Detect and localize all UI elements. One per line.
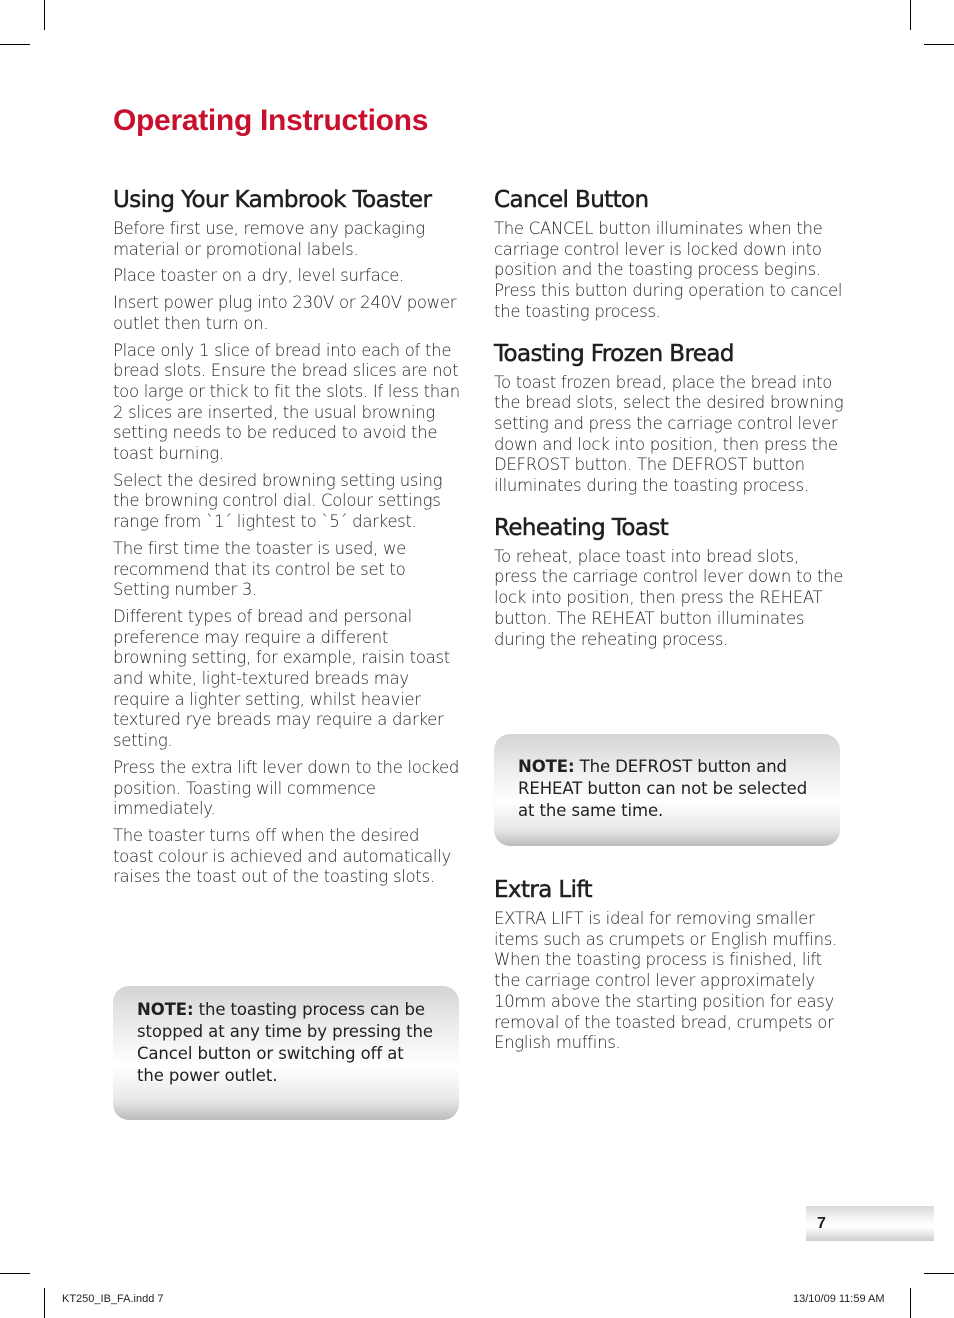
crop-mark — [44, 0, 45, 30]
note-box — [113, 986, 459, 1120]
section-heading: Toasting Frozen Bread — [494, 340, 734, 367]
section-heading: Cancel Button — [494, 187, 649, 213]
paragraph: Insert power plug into 230V or 240V power outlet then turn on. — [113, 293, 457, 333]
paragraph: EXTRA LIFT is ideal for removing smaller items such as crumpets or English muffins. When the toasting process is finished, lift the carriage control lever approximately 10mm above the starting position for easy removal of the toasted bread, crumpets or English muffins. — [494, 909, 838, 1053]
note-label: NOTE: — [137, 1000, 194, 1019]
section-heading: Extra Lift — [494, 877, 592, 903]
crop-mark — [0, 1273, 30, 1274]
crop-mark — [910, 0, 911, 30]
paragraph: The toaster turns off when the desired toast colour is achieved and automatically raises the toast out of the toasting slots. — [113, 825, 451, 887]
paragraph: The CANCEL button illuminates when the carriage control lever is locked down into position and the toasting process begins. Press this button during operation to cancel the toasting process. — [494, 219, 843, 321]
note-text: the toasting process can be stopped at any time by pressing the Cancel button or switching off at the power outlet. — [137, 1000, 433, 1085]
paragraph: Press the extra lift lever down to the locked position. Toasting will commence immediately. — [113, 757, 460, 819]
crop-mark — [0, 44, 30, 45]
paragraph: The first time the toaster is used, we recommend that its control be set to Setting number 3. — [113, 538, 407, 600]
paragraph: Different types of bread and personal preference may require a different browning setting, for example, raisin toast and white, light-textured breads may require a lighter setting, whilst heavier textured rye breads may require a darker setting. — [113, 606, 450, 751]
paragraph: Before first use, remove any packaging material or promotional labels. — [113, 219, 425, 259]
page-number: 7 — [806, 1206, 934, 1241]
reheating-section — [494, 512, 844, 651]
crop-mark — [44, 1288, 45, 1318]
note-label: NOTE: — [518, 757, 575, 776]
section-heading: Reheating Toast — [494, 514, 669, 541]
cancel-button-section — [494, 184, 844, 323]
section-heading: Using Your Kambrook Toaster — [113, 187, 432, 213]
left-column — [113, 184, 463, 894]
paragraph: Select the desired browning setting using the browning control dial. Colour settings range from `1´ lightest to `5´ darkest. — [113, 470, 443, 532]
paragraph: To reheat, place toast into bread slots, press the carriage control lever down to the lock into position, then press the REHEAT button. The REHEAT button illuminates during the reheating process. — [494, 546, 844, 649]
page-title: Operating Instructions — [113, 104, 429, 137]
crop-mark — [924, 44, 954, 45]
slug-timestamp: 13/10/09 11:59 AM — [793, 1293, 885, 1305]
paragraph: To toast frozen bread, place the bread into the bread slots, select the desired browning setting and press the carriage control lever down and lock into position, then press the DEFROST button. The DEFROST button illuminates during the toasting process. — [494, 372, 844, 496]
note-text: The DEFROST button and REHEAT button can not be selected at the same time. — [518, 757, 808, 820]
slug-file: KT250_IB_FA.indd 7 — [62, 1293, 164, 1305]
frozen-bread-section — [494, 338, 844, 497]
paragraph: Place only 1 slice of bread into each of the bread slots. Ensure the bread slices are not too large or thick to fit the slots. If less than 2 slices are inserted, the usual browning setting needs to be reduced to avoid the toast burning. — [113, 340, 460, 464]
right-column — [494, 184, 844, 665]
extra-lift-section — [494, 874, 844, 1060]
crop-mark — [924, 1273, 954, 1274]
crop-mark — [910, 1288, 911, 1318]
note-box — [494, 734, 840, 846]
paragraph: Place toaster on a dry, level surface. — [113, 266, 405, 286]
